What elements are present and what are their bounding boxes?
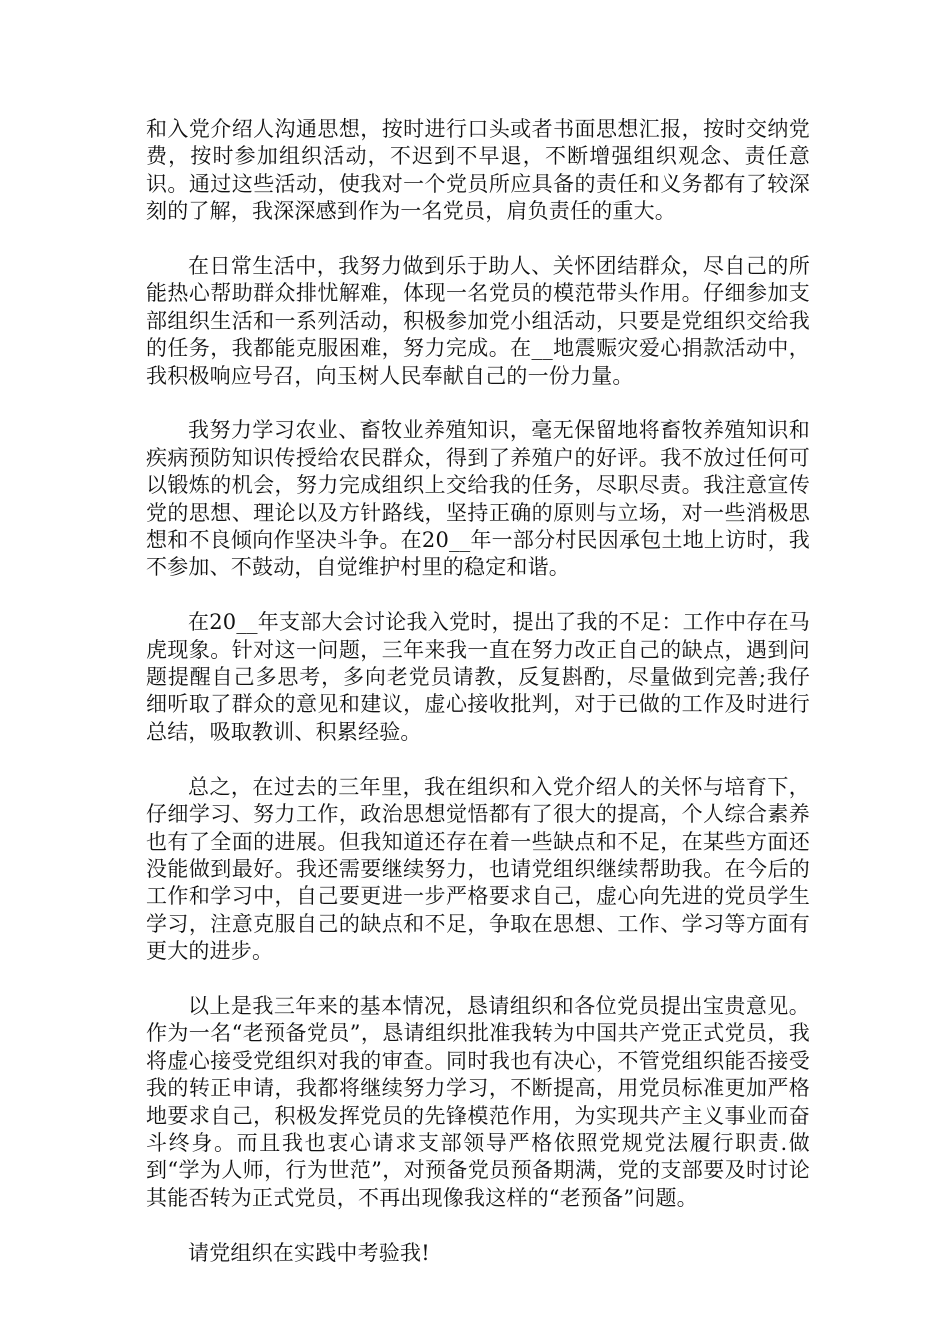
paragraph-6: 以上是我三年来的基本情况，恳请组织和各位党员提出宝贵意见。作为一名“老预备党员”，恳请组织批准我转为中国共产党正式党员，我将虚心接受党组织对我的审查。同时我也有决心，不管党组织能否接受我的转正申请，我都将继续努力学习，不断提高，用党员标准更加严格地要求自己，积极发挥党员的先锋模范作用，为实现共产主义事业而奋斗终身。而且我也衷心请求支部领导严格依照党规党法履行职责.做到“学为人师，行为世范”，对预备党员预备期满，党的支部要及时讨论其能否转为正式党员，不再出现像我这样的“老预备”问题。: [146, 993, 810, 1210]
document-body: [146, 116, 810, 1267]
paragraph-3: 我努力学习农业、畜牧业养殖知识，毫无保留地将畜牧养殖知识和疾病预防知识传授给农民群众，得到了养殖户的好评。我不放过任何可以锻炼的机会，努力完成组织上交给我的任务，尽职尽责。我注意宣传党的思想、理论以及方针路线，坚持正确的原则与立场，对一些消极思想和不良倾向作坚决斗争。在20__年一部分村民因承包土地上访时，我不参加、不鼓动，自觉维护村里的稳定和谐。: [146, 418, 810, 580]
closing-line: 请党组织在实践中考验我!: [188, 1240, 430, 1265]
paragraph-4: 在20__年支部大会讨论我入党时，提出了我的不足：工作中存在马虎现象。针对这一问题，三年来我一直在努力改正自己的缺点，遇到问题提醒自己多思考，多向老党员请教，反复斟酌，尽量做到完善;我仔细听取了群众的意见和建议，虚心接收批判，对于已做的工作及时进行总结，吸取教训、积累经验。: [146, 610, 810, 744]
paragraph-2: 在日常生活中，我努力做到乐于助人、关怀团结群众，尽自己的所能热心帮助群众排忧解难，体现一名党员的模范带头作用。仔细参加支部组织生活和一系列活动，积极参加党小组活动，只要是党组织交给我的任务，我都能克服困难，努力完成。在__地震赈灾爱心捐款活动中，我积极响应号召，向玉树人民奉献自己的一份力量。: [146, 254, 810, 388]
paragraph-1: 和入党介绍人沟通思想，按时进行口头或者书面思想汇报，按时交纳党费，按时参加组织活动，不迟到不早退，不断增强组织观念、责任意识。通过这些活动，使我对一个党员所应具备的责任和义务都有了较深刻的了解，我深深感到作为一名党员，肩负责任的重大。: [146, 117, 810, 224]
paragraph-5: 总之，在过去的三年里，我在组织和入党介绍人的关怀与培育下，仔细学习、努力工作，政治思想觉悟都有了很大的提高，个人综合素养也有了全面的进展。但我知道还存在着一些缺点和不足，在某些方面还没能做到最好。我还需要继续努力，也请党组织继续帮助我。在今后的工作和学习中，自己要更进一步严格要求自己，虚心向先进的党员学生学习，注意克服自己的缺点和不足，争取在思想、工作、学习等方面有更大的进步。: [146, 774, 810, 964]
